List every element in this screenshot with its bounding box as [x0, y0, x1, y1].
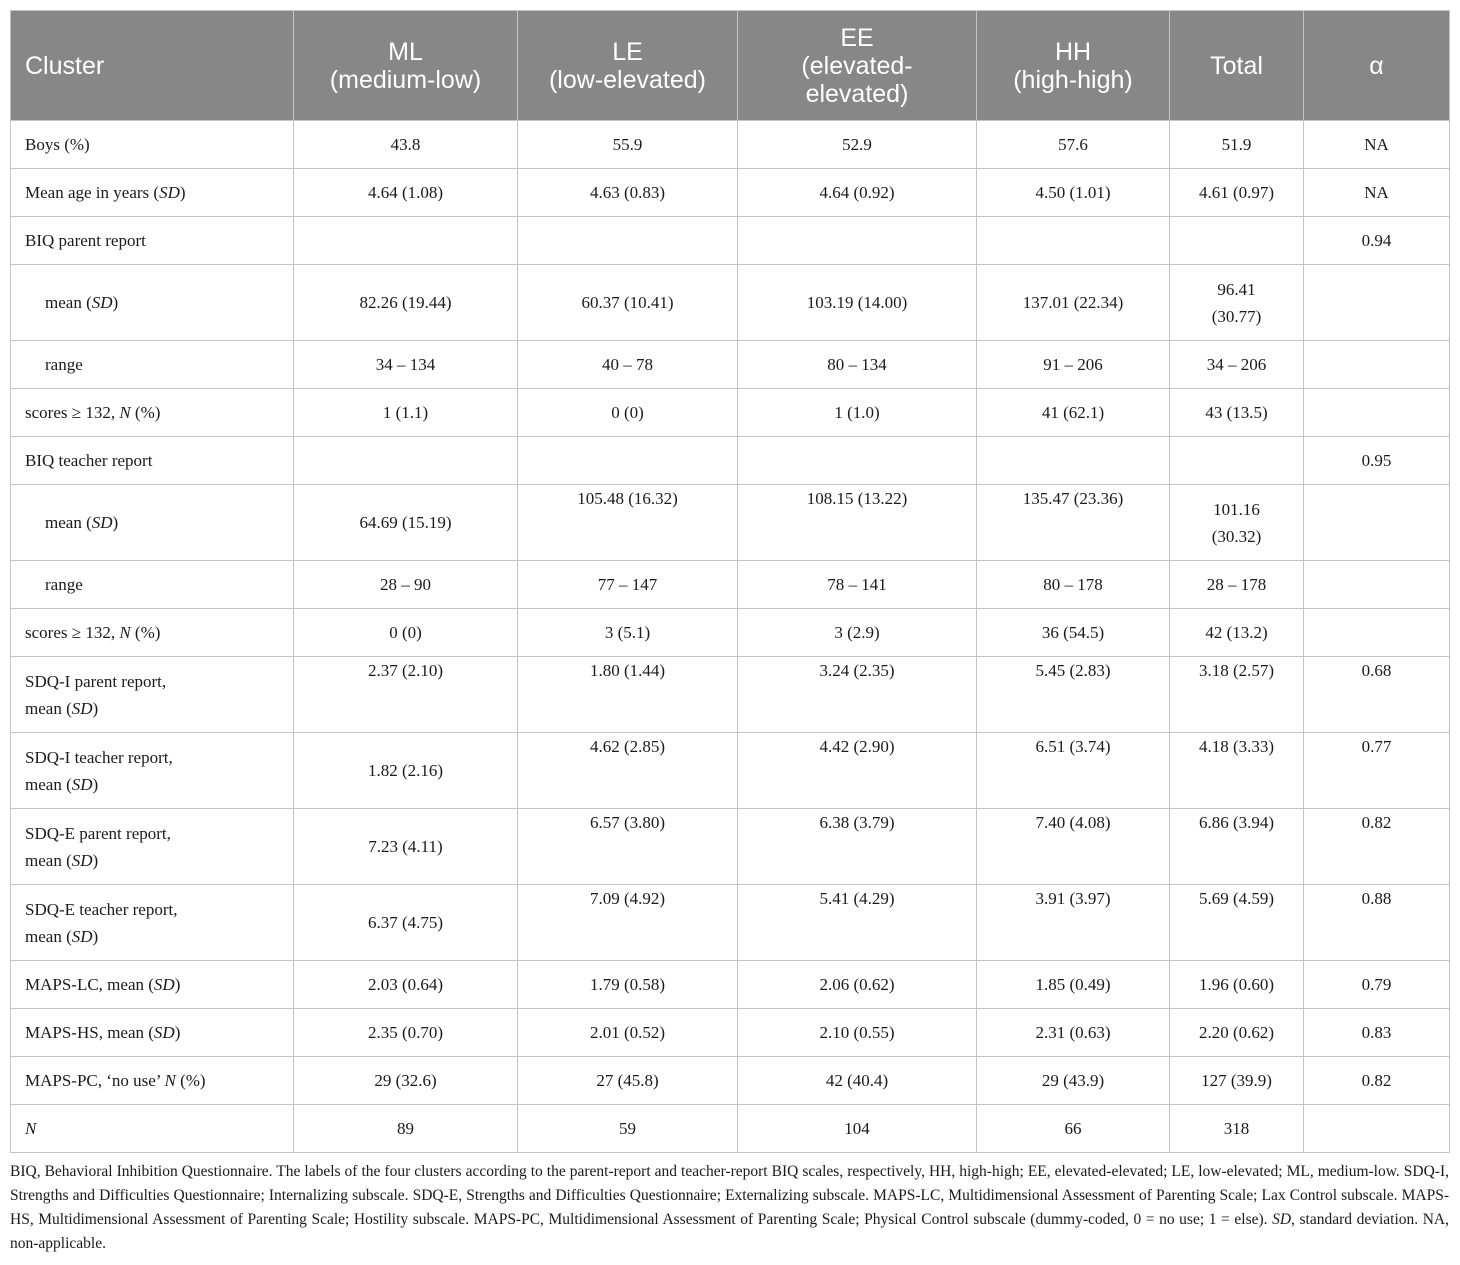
- cell-alpha: [1304, 609, 1450, 657]
- cell-hh: 57.6: [977, 121, 1170, 169]
- cell-ee: [738, 217, 977, 265]
- table-row: [11, 1009, 1450, 1057]
- cell-ee: 6.38 (3.79): [738, 809, 977, 885]
- row-label: range: [11, 341, 294, 389]
- header-row: [11, 11, 1450, 121]
- cell-total: 34 – 206: [1170, 341, 1304, 389]
- cell-ee: 2.10 (0.55): [738, 1009, 977, 1057]
- row-label: scores ≥ 132, N (%): [11, 609, 294, 657]
- row-label: BIQ parent report: [11, 217, 294, 265]
- cell-total: [1170, 437, 1304, 485]
- cell-hh: [977, 437, 1170, 485]
- cell-total: 28 – 178: [1170, 561, 1304, 609]
- row-label: mean (SD): [11, 265, 294, 341]
- cell-alpha: 0.79: [1304, 961, 1450, 1009]
- cell-alpha: [1304, 265, 1450, 341]
- cell-hh: 66: [977, 1105, 1170, 1153]
- cell-le: 27 (45.8): [518, 1057, 738, 1105]
- table-row: [11, 389, 1450, 437]
- cell-ml: 2.03 (0.64): [294, 961, 518, 1009]
- cell-hh: 137.01 (22.34): [977, 265, 1170, 341]
- row-label: SDQ-E parent report, mean (SD): [11, 809, 294, 885]
- data-table: [10, 10, 1450, 1153]
- cell-hh: 36 (54.5): [977, 609, 1170, 657]
- cell-alpha: 0.94: [1304, 217, 1450, 265]
- table-row: [11, 341, 1450, 389]
- table-row: [11, 961, 1450, 1009]
- cell-le: 60.37 (10.41): [518, 265, 738, 341]
- cell-alpha: 0.68: [1304, 657, 1450, 733]
- cell-alpha: [1304, 341, 1450, 389]
- cell-total: 1.96 (0.60): [1170, 961, 1304, 1009]
- cell-ml: 43.8: [294, 121, 518, 169]
- header-hh: HH (high-high): [977, 11, 1170, 121]
- cell-ee: [738, 437, 977, 485]
- cell-ml: 2.35 (0.70): [294, 1009, 518, 1057]
- cell-alpha: 0.82: [1304, 1057, 1450, 1105]
- cell-hh: 4.50 (1.01): [977, 169, 1170, 217]
- row-label: N: [11, 1105, 294, 1153]
- header-total: Total: [1170, 11, 1304, 121]
- cell-ml: 64.69 (15.19): [294, 485, 518, 561]
- cell-hh: 80 – 178: [977, 561, 1170, 609]
- cell-le: 3 (5.1): [518, 609, 738, 657]
- cell-total: 318: [1170, 1105, 1304, 1153]
- cell-ml: 82.26 (19.44): [294, 265, 518, 341]
- row-label: MAPS-LC, mean (SD): [11, 961, 294, 1009]
- cell-hh: 6.51 (3.74): [977, 733, 1170, 809]
- cell-total: 51.9: [1170, 121, 1304, 169]
- row-label: SDQ-I teacher report, mean (SD): [11, 733, 294, 809]
- cell-total: 2.20 (0.62): [1170, 1009, 1304, 1057]
- cell-alpha: 0.88: [1304, 885, 1450, 961]
- cell-le: 1.79 (0.58): [518, 961, 738, 1009]
- cell-alpha: NA: [1304, 121, 1450, 169]
- cell-ml: 28 – 90: [294, 561, 518, 609]
- cell-alpha: [1304, 1105, 1450, 1153]
- row-label: Boys (%): [11, 121, 294, 169]
- cell-hh: 1.85 (0.49): [977, 961, 1170, 1009]
- cell-le: 105.48 (16.32): [518, 485, 738, 561]
- cell-alpha: 0.83: [1304, 1009, 1450, 1057]
- table-row: [11, 609, 1450, 657]
- cell-total: 4.61 (0.97): [1170, 169, 1304, 217]
- cell-hh: 135.47 (23.36): [977, 485, 1170, 561]
- cell-total: 43 (13.5): [1170, 389, 1304, 437]
- cell-hh: 3.91 (3.97): [977, 885, 1170, 961]
- table-row: [11, 657, 1450, 733]
- cell-le: 55.9: [518, 121, 738, 169]
- table-row: [11, 217, 1450, 265]
- cell-ml: 6.37 (4.75): [294, 885, 518, 961]
- cell-le: 77 – 147: [518, 561, 738, 609]
- cell-ee: 4.42 (2.90): [738, 733, 977, 809]
- table-row: [11, 561, 1450, 609]
- cell-hh: 2.31 (0.63): [977, 1009, 1170, 1057]
- cell-total: 127 (39.9): [1170, 1057, 1304, 1105]
- cell-le: 59: [518, 1105, 738, 1153]
- cell-total: [1170, 217, 1304, 265]
- cell-ee: 108.15 (13.22): [738, 485, 977, 561]
- cell-ee: 104: [738, 1105, 977, 1153]
- cell-alpha: NA: [1304, 169, 1450, 217]
- table-row: [11, 437, 1450, 485]
- cell-hh: 41 (62.1): [977, 389, 1170, 437]
- cell-ee: 103.19 (14.00): [738, 265, 977, 341]
- table-row: [11, 885, 1450, 961]
- cell-ee: 2.06 (0.62): [738, 961, 977, 1009]
- cell-total: 96.41 (30.77): [1170, 265, 1304, 341]
- cell-alpha: [1304, 485, 1450, 561]
- cell-hh: 91 – 206: [977, 341, 1170, 389]
- table-row: [11, 265, 1450, 341]
- cell-alpha: [1304, 389, 1450, 437]
- cell-alpha: [1304, 561, 1450, 609]
- cell-ee: 3 (2.9): [738, 609, 977, 657]
- cell-total: 101.16 (30.32): [1170, 485, 1304, 561]
- cell-ml: 2.37 (2.10): [294, 657, 518, 733]
- table-row: [11, 733, 1450, 809]
- cell-ee: 1 (1.0): [738, 389, 977, 437]
- cell-alpha: 0.82: [1304, 809, 1450, 885]
- row-label: Mean age in years (SD): [11, 169, 294, 217]
- cell-ml: 4.64 (1.08): [294, 169, 518, 217]
- cell-ml: 1 (1.1): [294, 389, 518, 437]
- cell-ee: 52.9: [738, 121, 977, 169]
- table-row: [11, 169, 1450, 217]
- cell-ml: 0 (0): [294, 609, 518, 657]
- cell-hh: 5.45 (2.83): [977, 657, 1170, 733]
- header-ee: EE (elevated- elevated): [738, 11, 977, 121]
- cell-ee: 4.64 (0.92): [738, 169, 977, 217]
- cell-ee: 42 (40.4): [738, 1057, 977, 1105]
- cell-total: 3.18 (2.57): [1170, 657, 1304, 733]
- row-label: MAPS-HS, mean (SD): [11, 1009, 294, 1057]
- table-row: [11, 1105, 1450, 1153]
- cell-le: 0 (0): [518, 389, 738, 437]
- cell-le: 7.09 (4.92): [518, 885, 738, 961]
- cell-hh: 7.40 (4.08): [977, 809, 1170, 885]
- row-label: BIQ teacher report: [11, 437, 294, 485]
- cell-hh: [977, 217, 1170, 265]
- cell-le: 1.80 (1.44): [518, 657, 738, 733]
- cell-ml: 7.23 (4.11): [294, 809, 518, 885]
- cell-le: 2.01 (0.52): [518, 1009, 738, 1057]
- cell-ee: 80 – 134: [738, 341, 977, 389]
- header-ml: ML (medium-low): [294, 11, 518, 121]
- cell-ml: 29 (32.6): [294, 1057, 518, 1105]
- cell-le: [518, 437, 738, 485]
- cell-alpha: 0.77: [1304, 733, 1450, 809]
- table-row: [11, 485, 1450, 561]
- header-alpha: α: [1304, 11, 1450, 121]
- cell-ml: 1.82 (2.16): [294, 733, 518, 809]
- row-label: SDQ-I parent report, mean (SD): [11, 657, 294, 733]
- row-label: range: [11, 561, 294, 609]
- cell-le: 4.63 (0.83): [518, 169, 738, 217]
- header-cluster: Cluster: [11, 11, 294, 121]
- cell-total: 42 (13.2): [1170, 609, 1304, 657]
- row-label: SDQ-E teacher report, mean (SD): [11, 885, 294, 961]
- row-label: scores ≥ 132, N (%): [11, 389, 294, 437]
- cell-le: 40 – 78: [518, 341, 738, 389]
- cell-ee: 3.24 (2.35): [738, 657, 977, 733]
- cell-le: 4.62 (2.85): [518, 733, 738, 809]
- cell-ml: [294, 217, 518, 265]
- header-le: LE (low-elevated): [518, 11, 738, 121]
- cell-le: 6.57 (3.80): [518, 809, 738, 885]
- cell-total: 5.69 (4.59): [1170, 885, 1304, 961]
- cell-total: 6.86 (3.94): [1170, 809, 1304, 885]
- table-row: [11, 809, 1450, 885]
- table-row: [11, 121, 1450, 169]
- cell-le: [518, 217, 738, 265]
- row-label: mean (SD): [11, 485, 294, 561]
- cell-alpha: 0.95: [1304, 437, 1450, 485]
- table-row: [11, 1057, 1450, 1105]
- cell-total: 4.18 (3.33): [1170, 733, 1304, 809]
- cell-ee: 5.41 (4.29): [738, 885, 977, 961]
- cell-ml: [294, 437, 518, 485]
- table-footnote: BIQ, Behavioral Inhibition Questionnaire. The labels of the four clusters according to the parent-report and teacher-report BIQ scales, respectively, HH, high-high; EE, elevated-elevated; LE, low-elevated; ML, medium-low. SDQ-I, Strengths and Difficulties Questionnaire; Internalizing subscale. SDQ-E, Strengths and Difficulties Questionnaire; Externalizing subscale. MAPS-LC, Multidimensional Assessment of Parenting Scale; Lax Control subscale. MAPS-HS, Multidimensional Assessment of Parenting Scale; Hostility subscale. MAPS-PC, Multidimensional Assessment of Parenting Scale; Physical Control subscale (dummy-coded, 0 = no use; 1 = else). SD, standard deviation. NA, non-applicable.: [10, 1163, 1449, 1252]
- cell-hh: 29 (43.9): [977, 1057, 1170, 1105]
- cell-ml: 34 – 134: [294, 341, 518, 389]
- cell-ee: 78 – 141: [738, 561, 977, 609]
- cell-ml: 89: [294, 1105, 518, 1153]
- row-label: MAPS-PC, ‘no use’ N (%): [11, 1057, 294, 1105]
